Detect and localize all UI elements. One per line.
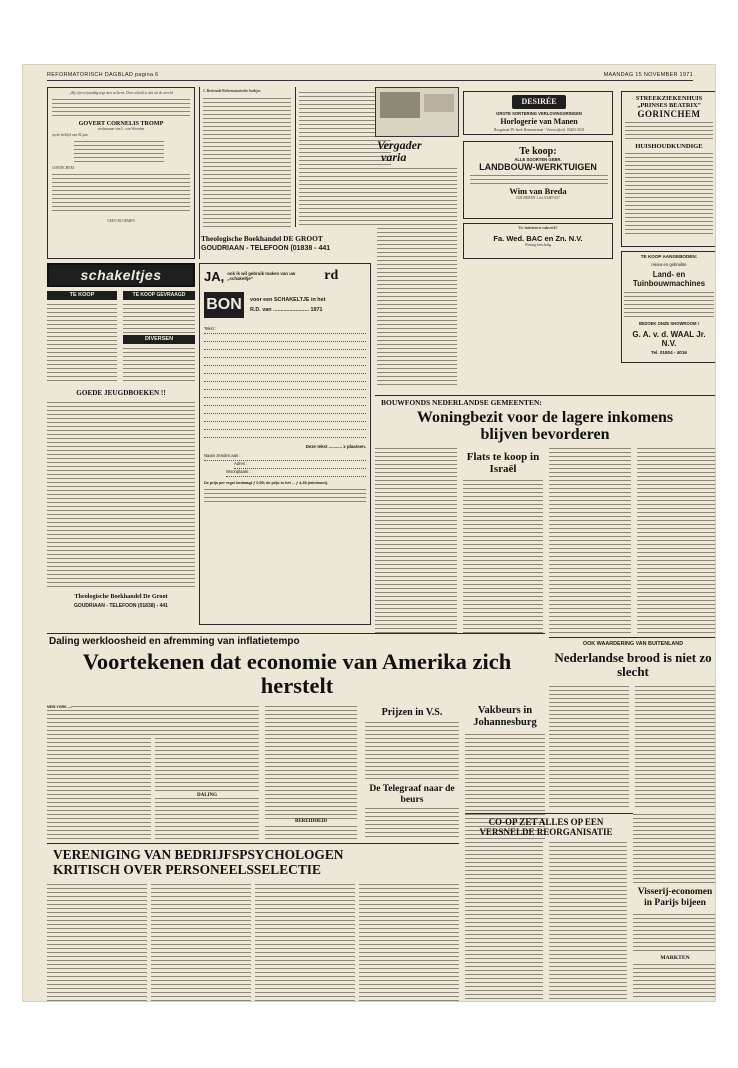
woning-kicker: BOUWFONDS NEDERLANDSE GEMEENTEN: <box>381 398 542 407</box>
bon-line[interactable] <box>204 358 366 366</box>
telegraaf-title: De Telegraaf naar de beurs <box>369 783 455 805</box>
bon-adres-field[interactable]: Adres : <box>234 461 366 469</box>
interieur-ad <box>463 223 613 259</box>
daling-label: DALING <box>155 793 259 798</box>
bon-prijs: De prijs per regel bedraagt ƒ 0,59; de prijs in het ... ƒ 4,35 (minimum). <box>204 481 329 485</box>
schakeltjes-brand: schakeltjes <box>80 267 162 283</box>
bon-woonplaats-field[interactable]: Woonplaats : <box>226 469 366 477</box>
booklist-store-name: Theologische Boekhandel DE GROOT <box>201 234 323 243</box>
newspaper-page <box>22 64 716 1002</box>
bon-ja-text: ook ik wil gebruik maken van uw „schakeltje” <box>227 271 296 281</box>
bon-year: 1971 <box>310 307 323 313</box>
desiree-brand: DESIRÉE <box>512 95 566 109</box>
brood-title: Nederlandse brood is niet zo slecht <box>554 650 712 679</box>
bon-coupon: JA, ook ik wil gebruik maken van uw „schakeltje” rd BON voor een SCHAKELTJE in het R.D. van ........................ 1971 Tekst : Deze tekst ........... x plaatsen. Naam zenden aan : Adres : Woonplaats : De prijs per regel bedraagt ƒ 0,59; de prijs in het ... ƒ 4,35 (minimum). <box>199 263 371 625</box>
economie-article <box>47 633 547 839</box>
notice-age: op de leeftijd van 82 jaar <box>52 133 88 138</box>
booklist-heading: 1. Bestemde Reformatorische boekjes <box>203 89 261 93</box>
bon-voor: voor een SCHAKELTJE in het <box>250 297 326 303</box>
notice-role: weduwnaar van L. van Woerden <box>97 126 145 131</box>
bon-ja: JA, <box>204 268 225 284</box>
prijzen-title: Prijzen in V.S. <box>381 707 443 718</box>
bon-line[interactable] <box>204 422 366 430</box>
bon-aantal: Deze tekst ........... x plaatsen. <box>305 444 366 449</box>
illustration-block <box>380 92 420 118</box>
brood-article <box>549 637 716 809</box>
header-right: MAANDAG 15 NOVEMBER 1971 <box>603 71 693 78</box>
bon-tekst-line[interactable]: Tekst : <box>204 326 366 334</box>
bon-line[interactable] <box>204 398 366 406</box>
coop-article <box>465 813 716 1002</box>
woning-title: Woningbezit voor de lagere inkomens blijven bevorderen <box>416 409 674 443</box>
visserij-title: Visserij-economen in Parijs bijeen <box>637 887 713 908</box>
bon-line[interactable] <box>204 350 366 358</box>
illustration-block-2 <box>424 94 454 112</box>
economie-kicker: Daling werkloosheid en afremming van inflatietempo <box>49 636 300 647</box>
tekoop-address: GOLDEREN 1 tel. 03487-657 <box>516 196 560 200</box>
schakeltjes-tekoop: TE KOOP <box>47 291 117 300</box>
desiree-address: Hoogstraat 39, hoek Bosmanstraat - Vreeswijk tel. 03403-2633 <box>493 128 585 132</box>
boekhandel-left-address: GOUDRIAAN - TELEFOON (01838) - 441 <box>74 603 168 609</box>
bon-badge: BON <box>204 292 244 318</box>
notice-quote: „Bij zijn verjaardag zegt men weleens: Deze schuld is niet uit de wereld <box>69 91 173 95</box>
economie-dateline: NEW YORK — <box>47 705 72 709</box>
notice-name: GOVERT CORNELIS TROMP <box>78 119 164 127</box>
family-notice <box>47 87 195 259</box>
machines-tekoop: TE KOOP AANGEBODEN: <box>640 254 698 259</box>
bon-naam-field[interactable]: Naam zenden aan : <box>204 453 366 461</box>
schakeltjes-column <box>47 263 195 625</box>
tekoop-line: ALLE SOORTEN GEBR. <box>514 157 562 162</box>
bon-line[interactable] <box>204 430 366 438</box>
brood-kicker: OOK WAARDERING VAN BUITENLAND <box>582 641 684 647</box>
vereniging-title: VERENIGING VAN BEDRIJFSPSYCHOLOGEN KRITISCH OVER PERSONEELSSELECTIE <box>53 847 344 877</box>
vergader-varia-section <box>375 87 459 391</box>
interieur-sub: Woning-inrichting <box>524 242 552 247</box>
markten-title: MARKTEN <box>660 955 690 961</box>
hospital-line1: STREEKZIEKENHUIS <box>635 95 703 102</box>
notice-footer: GEEN BLOEMEN <box>107 219 135 224</box>
vereniging-article <box>47 843 461 1002</box>
notice-city: GORINCHEM <box>52 165 74 170</box>
coop-title: CO-OP ZET ALLES OP EEN VERSNELDE REORGANISATIE <box>479 817 613 837</box>
desiree-line: GROTE SORTERING VERLOVINGSRINGEN <box>496 111 582 116</box>
machines-ad <box>621 251 716 363</box>
economie-title: Voortekenen dat economie van Amerika zich herstelt <box>82 649 512 698</box>
bon-line[interactable] <box>204 382 366 390</box>
woning-article <box>375 395 716 633</box>
tekoop-ad <box>463 141 613 219</box>
vergader-title: Vergader <box>377 138 422 152</box>
bon-line[interactable] <box>204 334 366 342</box>
bon-line[interactable] <box>204 342 366 350</box>
tekoop-name: Wim van Breda <box>509 186 567 196</box>
tekoop-big: LANDBOUW-WERKTUIGEN <box>479 162 597 172</box>
hospital-line2: „PRINSES BEATRIX” <box>637 102 701 109</box>
hospital-job: HUISHOUDKUNDIGE <box>635 143 703 150</box>
bon-line[interactable] <box>204 414 366 422</box>
jeugd-title: GOEDE JEUGDBOEKEN !! <box>76 389 166 397</box>
desiree-ad <box>463 91 613 135</box>
bon-line[interactable] <box>204 406 366 414</box>
interieur-name: Fa. Wed. BAC en Zn. N.V. <box>493 233 583 243</box>
schakeltjes-diversen: DIVERSEN <box>123 335 195 344</box>
boekhandel-left-name: Theologische Boekhandel De Groot <box>74 593 168 600</box>
interieur-text: Uw interieur is vakwerk? <box>518 226 558 230</box>
schakeltjes-gevraagd: TE KOOP GEVRAAGD <box>123 291 195 300</box>
machines-tel: Tel. 01804 - 4016 <box>651 350 687 355</box>
machines-title: Land- en Tuinbouwmachines <box>632 270 706 288</box>
bon-line[interactable] <box>204 390 366 398</box>
booklist-store-address: GOUDRIAAN - TELEFOON (01838 - 441 <box>201 245 331 252</box>
desiree-store: Horlogerie van Manen <box>500 117 578 126</box>
vakbeurs-title: Vakbeurs in Johannesburg <box>473 705 537 728</box>
hospital-city: GORINCHEM <box>637 109 701 119</box>
varia-title: varia <box>381 150 407 164</box>
bon-rd-logo: rd <box>324 268 339 283</box>
bon-line[interactable] <box>204 374 366 382</box>
flats-title: Flats te koop in Israël <box>466 451 540 475</box>
machines-dealer: G. A. v. d. WAAL Jr. N.V. <box>632 330 706 348</box>
header-left: REFORMATORISCH DAGBLAD pagina 6 <box>47 71 159 78</box>
booklist-ad <box>199 87 395 259</box>
page-header <box>47 69 693 81</box>
hospital-ad <box>621 91 716 247</box>
vergader-illustration <box>376 88 459 137</box>
machines-sub: nieuw en gebruikte <box>651 262 687 267</box>
tekoop-title: Te koop: <box>519 146 557 157</box>
bon-line[interactable] <box>204 366 366 374</box>
machines-showroom: BEZOEK ONZE SHOWROOM ! <box>638 321 700 326</box>
bon-rd-label: R.D. van <box>250 307 272 313</box>
bereidheid-label: BEREIDHEID <box>265 819 357 824</box>
